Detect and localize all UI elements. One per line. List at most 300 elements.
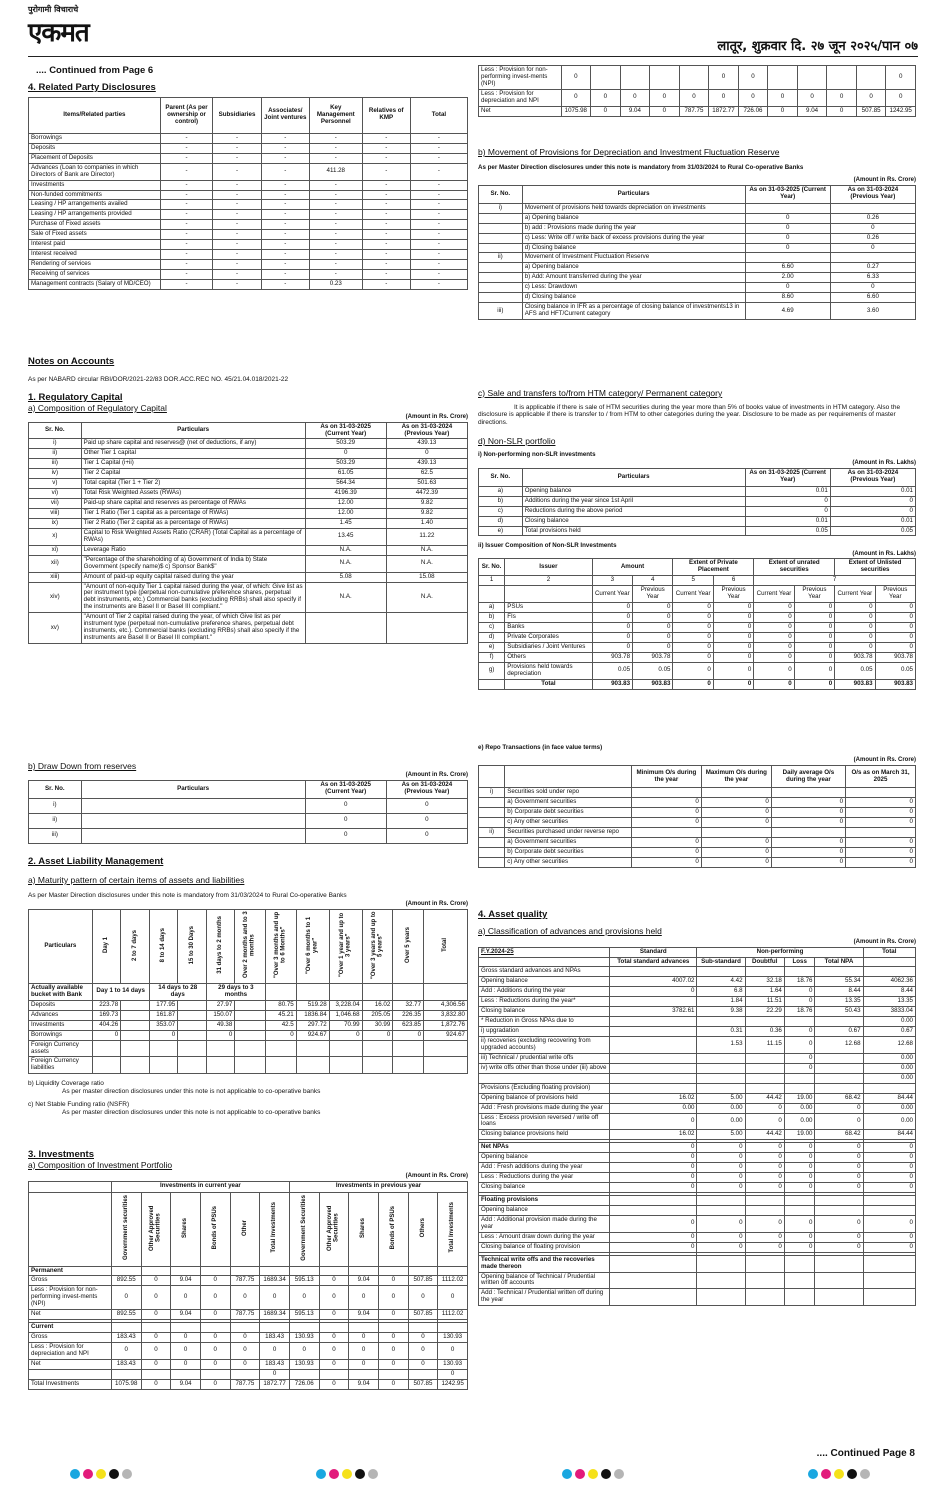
aq-cell xyxy=(745,1073,784,1083)
nonslr2-num-row xyxy=(479,576,916,586)
nonslr1-cell: 0.05 xyxy=(745,526,830,536)
regcap-cell: 1.40 xyxy=(386,518,467,528)
aq-cell: 0 xyxy=(745,1143,784,1153)
inv-cell xyxy=(230,1266,260,1276)
nonslr2-cell: Subsidiaries / Joint Ventures xyxy=(505,642,592,652)
repo-cell xyxy=(631,827,701,837)
rpd-cell: - xyxy=(410,180,467,190)
nonslr2-cell: 0 xyxy=(754,662,794,679)
invcont-cell: 0 xyxy=(886,66,916,90)
aq-cell xyxy=(863,1196,915,1206)
repo-cell: 0 xyxy=(771,837,845,847)
alm-cell: 70.99 xyxy=(329,1020,362,1030)
nonslr2-cell: a) xyxy=(479,603,505,613)
alm-cell xyxy=(235,1000,266,1010)
aq-cell: Opening balance xyxy=(479,1153,610,1163)
invcont-cell: 787.75 xyxy=(679,106,709,116)
aq-cell: 0 xyxy=(784,1183,815,1193)
rpd-cell: Placement of Deposits xyxy=(29,153,161,163)
inv-cell: 0 xyxy=(378,1343,408,1360)
invcont-cell: 1242.95 xyxy=(886,106,916,116)
repo-row xyxy=(479,847,916,857)
rpd-cell: - xyxy=(261,163,309,180)
aq-cell: 0 xyxy=(745,1242,784,1252)
regcap-cell: "Percentage of the shareholding of a) Government of India b) State Government (specify name)$ c) Sponsor Bank$" xyxy=(81,555,305,572)
registration-dot-yellow xyxy=(834,1469,844,1479)
regcap-cell: Tier 2 Ratio (Tier 2 capital as a percentage of RWAs) xyxy=(81,518,305,528)
registration-dot-magenta xyxy=(575,1469,585,1479)
regcap-cell: "Amount of Tier 2 capital raised during the year, of which Give list as per instrument type (perpetual non-cumulative preference shares, perpetual debt instruments, etc.). Commercial banks (excluding RRBs) shall also specify if the instruments are Basel II or Basel III compliant." xyxy=(81,613,305,644)
alm-row xyxy=(29,1020,468,1030)
regcap-cell: N.A. xyxy=(305,545,386,555)
provmov-row xyxy=(479,223,916,233)
alm-cell: 169.73 xyxy=(92,1010,121,1020)
repo-cell: 0 xyxy=(846,797,916,807)
alm-cell xyxy=(92,1040,121,1057)
color-dots-3 xyxy=(562,1469,624,1479)
invcont-cell: 0 xyxy=(738,89,768,106)
rpd-row xyxy=(29,279,468,289)
repo-cell: 0 xyxy=(631,837,701,847)
nonslr2-cell: 903.78 xyxy=(835,652,875,662)
aq-cell xyxy=(697,1289,745,1306)
inv-cell xyxy=(260,1266,290,1276)
registration-dot-magenta xyxy=(83,1469,93,1479)
alm-cell xyxy=(424,1057,468,1074)
inv-header-2 xyxy=(171,1192,201,1266)
alm-cell xyxy=(362,1057,393,1074)
provmov-cell: 0.26 xyxy=(830,233,915,243)
aq-cell: 0.67 xyxy=(815,1027,863,1037)
lcr-text: As per master direction disclosures under this note is not applicable to co-operative banks xyxy=(62,1087,321,1095)
alm-amount-note: (Amount in Rs. Crore) xyxy=(405,901,468,908)
alm-cell xyxy=(362,1040,393,1057)
aq-cell xyxy=(697,967,745,977)
rpd-cell: - xyxy=(410,220,467,230)
rpd-header-3: Associates/ Joint ventures xyxy=(261,97,309,133)
rpd-cell: - xyxy=(309,270,362,280)
invcont-cell: 0 xyxy=(709,66,739,90)
nonslr2-row xyxy=(479,623,916,633)
registration-dot-yellow xyxy=(588,1469,598,1479)
provmov-row xyxy=(479,213,916,223)
inv-cell xyxy=(349,1323,379,1333)
aq-cell: 19.00 xyxy=(784,1093,815,1103)
inv-cell xyxy=(141,1323,171,1333)
rpd-cell: - xyxy=(410,200,467,210)
rpd-row xyxy=(29,153,468,163)
inv-row xyxy=(29,1266,468,1276)
drawdown-cell: 0 xyxy=(305,813,386,828)
nonslr2-cell: 903.78 xyxy=(875,652,915,662)
rpd-cell: - xyxy=(410,260,467,270)
repo-cell: 0 xyxy=(631,817,701,827)
alm-cell xyxy=(121,1020,150,1030)
inv-table xyxy=(28,1181,468,1390)
alm-header-7 xyxy=(266,910,297,984)
rpd-cell: - xyxy=(213,153,261,163)
aq-row xyxy=(479,1093,916,1103)
aq-cell: 1.84 xyxy=(697,997,745,1007)
rpd-cell: - xyxy=(261,133,309,143)
aq-subheader-1: Sub-standard xyxy=(697,957,745,967)
alm-cell xyxy=(178,1010,207,1020)
repo-row xyxy=(479,807,916,817)
nonslr2-cell: 0 xyxy=(633,632,673,642)
aq-cell: 5.00 xyxy=(697,1093,745,1103)
invcont-cell: 0 xyxy=(738,66,768,90)
nonslr-sub1: i) Non-performing non-SLR investments xyxy=(478,450,596,458)
aq-cell: Provisions (Excluding floating provision) xyxy=(479,1083,610,1093)
inv-header-9 xyxy=(378,1192,408,1266)
regcap-row xyxy=(29,469,468,479)
aq-cell: Closing balance provisions held xyxy=(479,1130,610,1140)
invcont-cell: 0 xyxy=(679,89,709,106)
alm-cell xyxy=(235,1020,266,1030)
invcont-cell: 507.85 xyxy=(856,106,886,116)
aq-cell xyxy=(745,1083,784,1093)
rpd-cell: - xyxy=(309,250,362,260)
nonslr2-cell: 0 xyxy=(754,632,794,642)
provmov-cell: iii) xyxy=(479,303,523,320)
aq-cell xyxy=(745,1053,784,1063)
inv-cell: 0 xyxy=(200,1333,230,1343)
alm-cell: 223.78 xyxy=(92,1000,121,1010)
aq-cell xyxy=(745,1063,784,1073)
repo-cell: 0 xyxy=(701,807,771,817)
inv-cell: 0 xyxy=(200,1286,230,1310)
aq-cell: Add : Additional provision made during the year xyxy=(479,1215,610,1232)
aq-cell xyxy=(815,967,863,977)
repo-cell: 0 xyxy=(701,837,771,847)
rpd-cell: - xyxy=(309,230,362,240)
aq-row xyxy=(479,1153,916,1163)
rpd-cell: - xyxy=(309,153,362,163)
rpd-cell: Advances (Loan to companies in which Directors of Bank are Director) xyxy=(29,163,161,180)
aq-cell xyxy=(745,1017,784,1027)
regcap-subtitle: a) Composition of Regulatory Capital xyxy=(28,402,167,413)
repo-row xyxy=(479,837,916,847)
rpd-cell: - xyxy=(362,180,410,190)
nonslr2-previous-year: Previous Year xyxy=(875,586,915,603)
regcap-row xyxy=(29,509,468,519)
regcap-header-1: Particulars xyxy=(81,422,305,439)
repo-cell xyxy=(479,847,505,857)
nonslr2-cell: 0 xyxy=(754,623,794,633)
aq-row xyxy=(479,1272,916,1289)
provmov-cell xyxy=(479,233,523,243)
nonslr2-cell: 0 xyxy=(713,623,753,633)
rpd-cell: - xyxy=(410,210,467,220)
aq-row xyxy=(479,977,916,987)
nonslr2-cell: g) xyxy=(479,662,505,679)
registration-dot-cyan xyxy=(808,1469,818,1479)
aq-cell: 44.42 xyxy=(745,1130,784,1140)
provmov-cell: 0 xyxy=(745,283,830,293)
alm-cell xyxy=(393,1057,424,1074)
inv-row xyxy=(29,1379,468,1389)
regcap-row xyxy=(29,449,468,459)
regcap-row xyxy=(29,499,468,509)
rpd-cell: - xyxy=(362,133,410,143)
inv-header-4 xyxy=(230,1192,260,1266)
regcap-cell: x) xyxy=(29,528,82,545)
nonslr2-cell: 0 xyxy=(673,613,713,623)
aq-cell xyxy=(610,967,697,977)
provmov-cell: 0 xyxy=(830,223,915,233)
rpd-cell: - xyxy=(362,220,410,230)
inv-row xyxy=(29,1286,468,1310)
nonslr1-header-3: As on 31-03-2024 (Previous Year) xyxy=(830,468,915,486)
nonslr2-year-row xyxy=(479,586,916,603)
inv-cell: 183.43 xyxy=(260,1333,290,1343)
nonslr2-cell: 0 xyxy=(713,652,753,662)
inv-cell xyxy=(230,1369,260,1379)
inv-cell xyxy=(260,1323,290,1333)
rpd-cell: - xyxy=(261,230,309,240)
nonslr1-cell: 0.01 xyxy=(745,486,830,496)
alm-cell xyxy=(149,1057,178,1074)
aq-cell xyxy=(697,1083,745,1093)
aq-cell: 5.00 xyxy=(697,1130,745,1140)
rpd-row xyxy=(29,230,468,240)
notes-section xyxy=(28,357,288,383)
alm-cell xyxy=(235,1040,266,1057)
rpd-cell: - xyxy=(160,143,213,153)
aq-cell: 0 xyxy=(697,1215,745,1232)
rpd-header-2: Subsidiaries xyxy=(213,97,261,133)
nonslr2-cell: 0 xyxy=(794,603,834,613)
nonslr2-cell: 0 xyxy=(794,662,834,679)
inv-cell xyxy=(349,1369,379,1379)
related-party-section xyxy=(28,83,468,290)
alm-header-0: Particulars xyxy=(29,910,93,984)
inv-cell xyxy=(408,1323,438,1333)
rpd-cell: - xyxy=(160,133,213,143)
aq-cell: 0 xyxy=(610,1113,697,1130)
nonslr2-row xyxy=(479,613,916,623)
aq-cell: 0 xyxy=(745,1215,784,1232)
aq-cell xyxy=(610,1272,697,1289)
inv-cell: 892.55 xyxy=(111,1310,141,1320)
rpd-cell: Leasing / HP arrangements provided xyxy=(29,210,161,220)
alm-bucket: Day 1 to 14 days xyxy=(92,983,149,1000)
repo-cell: c) Any other securities xyxy=(505,857,632,867)
inv-cell: 1112.02 xyxy=(438,1310,468,1320)
inv-cell: 0 xyxy=(349,1343,379,1360)
inv-cell xyxy=(141,1266,171,1276)
rpd-row xyxy=(29,190,468,200)
drawdown-row xyxy=(29,828,468,843)
inv-cell xyxy=(230,1323,260,1333)
aq-row xyxy=(479,1183,916,1193)
rpd-row xyxy=(29,163,468,180)
nonslr1-cell: c) xyxy=(479,506,523,516)
rpd-cell: - xyxy=(261,210,309,220)
aq-cell: 12.68 xyxy=(863,1037,915,1054)
nonslr2-cell: b) xyxy=(479,613,505,623)
alm-cell: 16.02 xyxy=(362,1000,393,1010)
rpd-cell: Non-funded commitments xyxy=(29,190,161,200)
nonslr2-h-srno: Sr. No. xyxy=(479,559,505,576)
aq-cell: 0 xyxy=(745,1232,784,1242)
inv-cell: 130.93 xyxy=(289,1333,319,1343)
provmov-row xyxy=(479,203,916,213)
nonslr2-previous-year: Previous Year xyxy=(633,586,673,603)
repo-header-0 xyxy=(479,766,505,788)
aq-cell: 0.00 xyxy=(863,1113,915,1130)
nonslr2-cell: d) xyxy=(479,632,505,642)
repo-cell xyxy=(631,788,701,798)
alm-cell xyxy=(178,1040,207,1057)
inv-cell: 183.43 xyxy=(260,1359,290,1369)
nonslr2-cell: PSUs xyxy=(505,603,592,613)
alm-cell xyxy=(121,1040,150,1057)
provmov-cell: d) Closing balance xyxy=(522,243,745,253)
inv-header-text-11: Total Investments xyxy=(449,1202,456,1253)
registration-dot-yellow xyxy=(96,1469,106,1479)
aq-cell: Less : Amount draw down during the year xyxy=(479,1232,610,1242)
repo-header-4: Daily average O/s during the year xyxy=(771,766,845,788)
repo-cell: 0 xyxy=(846,837,916,847)
nonslr2-cell: 0 xyxy=(713,613,753,623)
aq-cell: iii) Technical / prudential write offs xyxy=(479,1053,610,1063)
notes-circular: As per NABARD circular RBI/DOR/2021-22/83 DOR.ACC.REC NO. 45/21.04.018/2021-22 xyxy=(28,375,289,383)
aq-cell: 19.00 xyxy=(784,1130,815,1140)
nonslr2-cell: 0 xyxy=(835,642,875,652)
alm-cell xyxy=(121,1057,150,1074)
alm-section xyxy=(28,857,468,1116)
inv-cell: 0 xyxy=(378,1359,408,1369)
inv-cell: 0 xyxy=(289,1286,319,1310)
nonslr2-cell: 0.05 xyxy=(592,662,632,679)
invcont-cell: 726.06 xyxy=(738,106,768,116)
invcont-cell: 0 xyxy=(797,89,827,106)
aq-cell: Net NPAs xyxy=(479,1143,610,1153)
nonslr2-previous-year: Previous Year xyxy=(713,586,753,603)
repo-cell xyxy=(479,837,505,847)
aq-subheader-2: Doubtful xyxy=(745,957,784,967)
aq-subheader-0: Total standard advances xyxy=(610,957,697,967)
inv-cell xyxy=(378,1266,408,1276)
regcap-cell: N.A. xyxy=(305,582,386,613)
provmov-cell: 6.33 xyxy=(830,273,915,283)
repo-cell xyxy=(479,857,505,867)
color-dots-2 xyxy=(316,1469,378,1479)
rpd-row xyxy=(29,260,468,270)
drawdown-header-2: As on 31-03-2025 (Current Year) xyxy=(305,780,386,798)
registration-dot-black xyxy=(601,1469,611,1479)
inv-cell: 0 xyxy=(408,1286,438,1310)
aq-cell: 0 xyxy=(610,1242,697,1252)
nonslr-section xyxy=(478,437,916,690)
aq-cell: 0.00 xyxy=(863,1073,915,1083)
aq-cell xyxy=(610,1289,697,1306)
aq-cell: 3833.04 xyxy=(863,1007,915,1017)
rpd-cell: - xyxy=(213,210,261,220)
drawdown-cell: 0 xyxy=(305,828,386,843)
alm-bucket-empty xyxy=(266,983,297,1000)
inv-cell: 1689.34 xyxy=(260,1276,290,1286)
aq-cell: Add : Fresh provisions made during the year xyxy=(479,1103,610,1113)
nonslr2-h-2: Amount xyxy=(592,559,673,576)
alm-bucket-empty xyxy=(362,983,393,1000)
alm-header-12 xyxy=(424,910,468,984)
provmov-header-2: As on 31-03-2025 (Current Year) xyxy=(745,185,830,203)
inv-continuation-table xyxy=(478,65,916,117)
alm-cell: 924.67 xyxy=(296,1030,329,1040)
aq-h-standard: Standard xyxy=(610,947,697,957)
aq-cell: Add : Additions during the year xyxy=(479,987,610,997)
nonslr2-num: 6 xyxy=(713,576,753,586)
alm-cell: 27.97 xyxy=(206,1000,235,1010)
nonslr2-cell: 0 xyxy=(754,603,794,613)
aq-cell: 0 xyxy=(815,1153,863,1163)
repo-title: e) Repo Transactions (in face value terms) xyxy=(478,744,603,751)
repo-cell xyxy=(701,788,771,798)
inv-cell: 0 xyxy=(230,1359,260,1369)
inv-cell: 9.04 xyxy=(349,1310,379,1320)
repo-cell: 0 xyxy=(701,857,771,867)
aq-cell xyxy=(610,1073,697,1083)
drawdown-cell xyxy=(81,813,305,828)
aq-subheader-4: Total NPA xyxy=(815,957,863,967)
aq-cell: 0 xyxy=(815,1163,863,1173)
regcap-cell: vii) xyxy=(29,499,82,509)
provmov-cell xyxy=(479,223,523,233)
nonslr2-cell: 0 xyxy=(754,613,794,623)
regcap-cell: 501.63 xyxy=(386,479,467,489)
nonslr2-h-issuer: Issuer xyxy=(505,559,592,576)
nonslr2-cell: 0 xyxy=(875,603,915,613)
inv-header-text-1: Other Approved Securities xyxy=(149,1204,162,1251)
rpd-cell: - xyxy=(309,200,362,210)
aq-row xyxy=(479,1232,916,1242)
aq-cell xyxy=(863,1205,915,1215)
inv-cell: 0 xyxy=(171,1286,201,1310)
repo-amount: (Amount in Rs. Crore) xyxy=(853,757,916,764)
aq-cell xyxy=(863,1083,915,1093)
nonslr2-num: 2 xyxy=(505,576,592,586)
inv-head-label xyxy=(29,1192,112,1266)
provmov-cell: 0 xyxy=(830,243,915,253)
alm-cell: Foreign Currency assets xyxy=(29,1040,93,1057)
regcap-cell: 0 xyxy=(305,449,386,459)
alm-cell xyxy=(178,1000,207,1010)
aq-cell: 0 xyxy=(863,1242,915,1252)
alm-cell: 150.07 xyxy=(206,1010,235,1020)
rpd-cell: Management contracts (Salary of MD/CEO) xyxy=(29,279,161,289)
aq-cell: 0 xyxy=(815,1113,863,1130)
invcont-cell: 0 xyxy=(561,66,591,90)
invcont-cell xyxy=(591,66,621,90)
regcap-cell: ii) xyxy=(29,449,82,459)
htm-text: It is applicable if there is sale of HTM securities during the year more than 5% of books value of investments in HTM category. Also the disclosure is applicable if there is transfer to / from HTM to other categories during the year. Disclosure to be made as per requirements of master directions. xyxy=(478,403,901,426)
rpd-cell: - xyxy=(261,200,309,210)
aq-title: 4. Asset quality xyxy=(478,909,548,920)
repo-row xyxy=(479,788,916,798)
aq-cell xyxy=(745,1196,784,1206)
rpd-cell: - xyxy=(261,270,309,280)
alm-cell xyxy=(296,1057,329,1074)
inv-title: 3. Investments xyxy=(28,1149,94,1160)
inv-header-text-0: Government securities xyxy=(122,1195,129,1261)
alm-cell: 49.38 xyxy=(206,1020,235,1030)
inv-cell: 0 xyxy=(378,1310,408,1320)
alm-row xyxy=(29,1030,468,1040)
aq-cell: 4.42 xyxy=(697,977,745,987)
invcont-cell: Net xyxy=(479,106,562,116)
